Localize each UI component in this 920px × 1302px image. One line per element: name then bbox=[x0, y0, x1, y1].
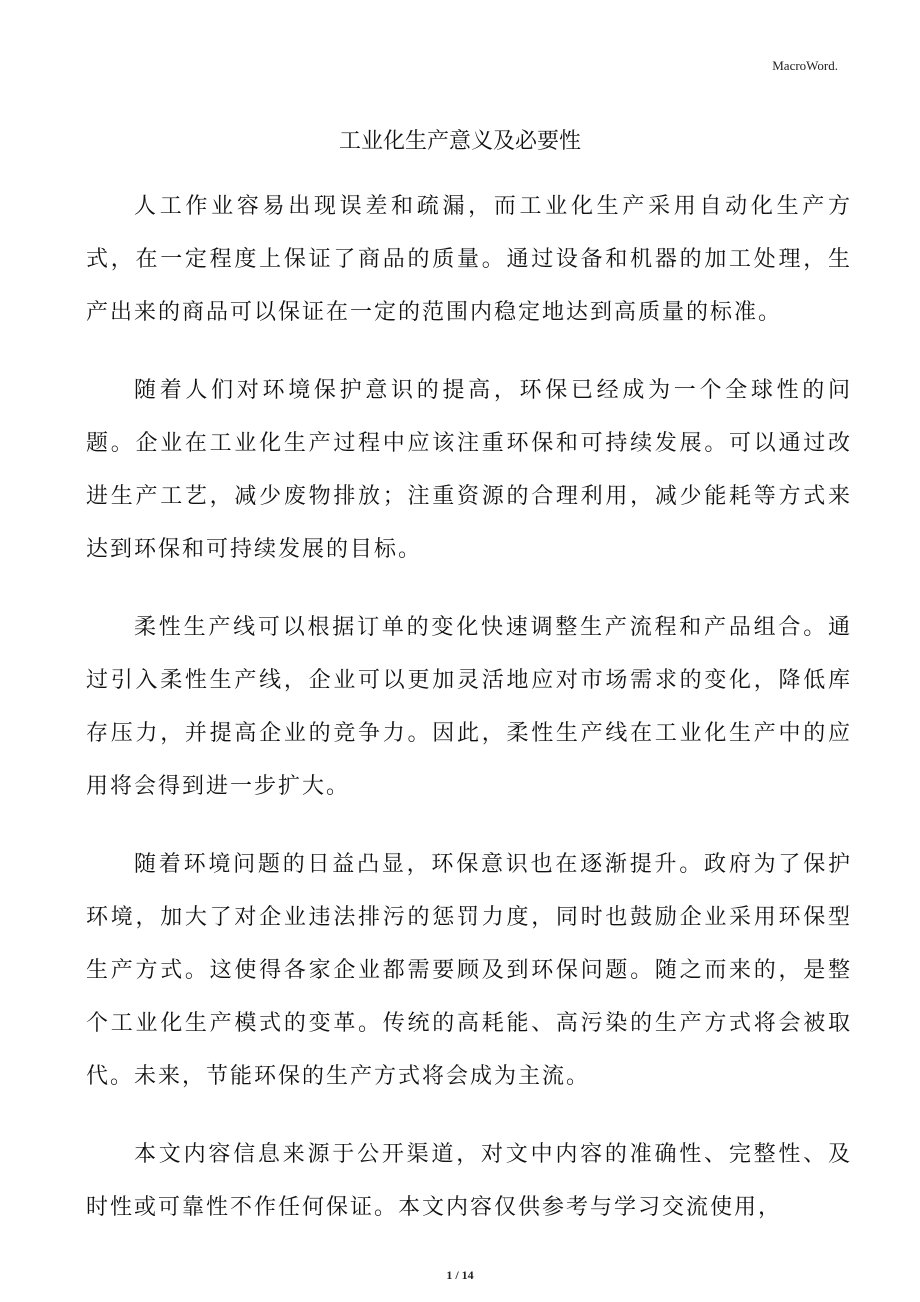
paragraph-quality: 人工作业容易出现误差和疏漏，而工业化生产采用自动化生产方式，在一定程度上保证了商品的质量。通过设备和机器的加工处理，生产出来的商品可以保证在一定的范围内稳定地达到高质量的标准。 bbox=[86, 194, 852, 325]
paragraph-policy: 随着环境问题的日益凸显，环保意识也在逐渐提升。政府为了保护环境，加大了对企业违法排污的惩罚力度，同时也鼓励企业采用环保型生产方式。这使得各家企业都需要顾及到环保问题。随之而来的，是整个工业化生产模式的变革。传统的高耗能、高污染的生产方式将会被取代。未来，节能环保的生产方式将会成为主流。 bbox=[86, 852, 852, 1089]
page-indicator: 1 / 14 bbox=[446, 1268, 474, 1282]
paragraph-environment: 随着人们对环境保护意识的提高，环保已经成为一个全球性的问题。企业在工业化生产过程中应该注重环保和可持续发展。可以通过改进生产工艺，减少废物排放；注重资源的合理利用，减少能耗等方式来达到环保和可持续发展的目标。 bbox=[86, 378, 852, 562]
document-body bbox=[86, 180, 852, 1259]
paragraph-flexible-line: 柔性生产线可以根据订单的变化快速调整生产流程和产品组合。通过引入柔性生产线，企业可以更加灵活地应对市场需求的变化，降低库存压力，并提高企业的竞争力。因此，柔性生产线在工业化生产中的应用将会得到进一步扩大。 bbox=[86, 615, 852, 799]
header-brand: MacroWord. bbox=[772, 58, 838, 73]
paragraph-disclaimer: 本文内容信息来源于公开渠道，对文中内容的准确性、完整性、及时性或可靠性不作任何保证。本文内容仅供参考与学习交流使用， bbox=[86, 1142, 852, 1220]
document-title: 工业化生产意义及必要性 bbox=[338, 129, 581, 154]
